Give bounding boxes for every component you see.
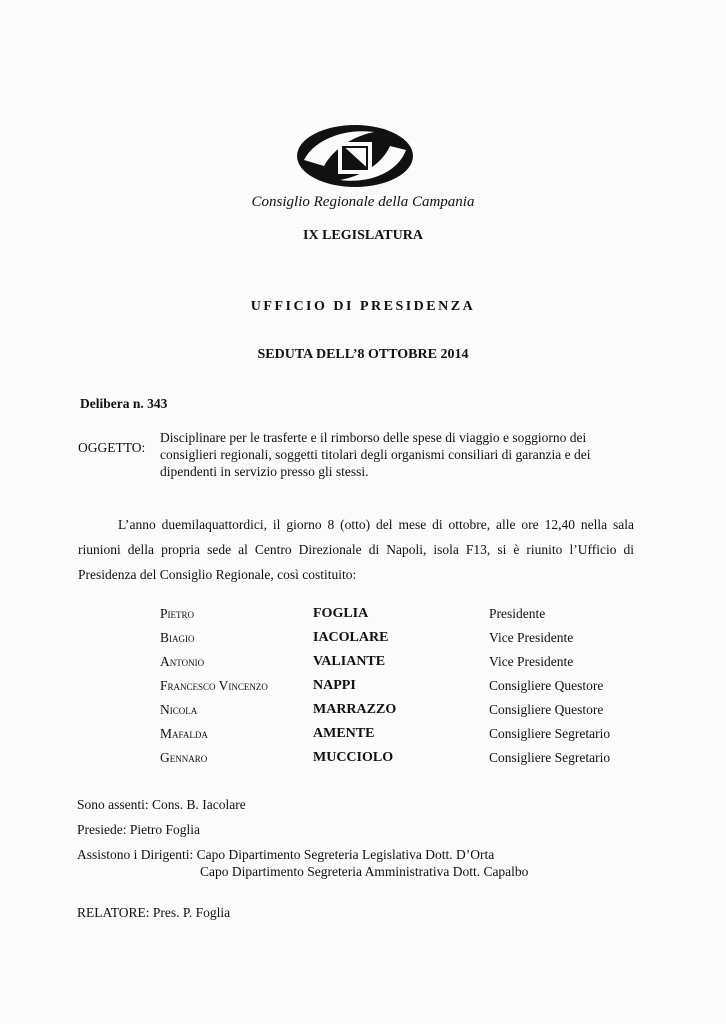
member-role: Consigliere Segretario	[489, 750, 611, 765]
member-row	[160, 654, 640, 678]
member-first-name: Gennaro	[160, 750, 208, 765]
council-name: Consiglio Regionale della Campania	[251, 194, 475, 210]
member-last-name: AMENTE	[313, 726, 375, 741]
presides-line: Presiede: Pietro Foglia	[77, 822, 200, 837]
member-row	[160, 750, 640, 774]
member-first-name: Mafalda	[160, 726, 208, 741]
member-row	[160, 630, 640, 654]
member-role: Consigliere Questore	[489, 678, 604, 693]
member-last-name: NAPPI	[313, 678, 356, 693]
member-last-name: MARRAZZO	[313, 702, 397, 717]
member-row	[160, 606, 640, 630]
campania-council-emblem-icon	[294, 120, 416, 192]
member-first-name: Pietro	[160, 606, 195, 621]
session-date: SEDUTA DELL’8 OTTOBRE 2014	[257, 347, 469, 362]
member-row	[160, 678, 640, 702]
assisting-line-2: Capo Dipartimento Segreteria Amministrativa Dott. Capalbo	[200, 864, 529, 879]
office-title: UFFICIO DI PRESIDENZA	[250, 299, 476, 314]
member-first-name: Antonio	[160, 654, 205, 669]
member-role: Consigliere Questore	[489, 702, 604, 717]
member-last-name: FOGLIA	[313, 606, 369, 621]
oggetto-text: Disciplinare per le trasferte e il rimborso delle spese di viaggio e soggiorno dei consiglieri regionali, soggetti titolari degli organismi consiliari di garanzia e dei dipendenti in servizio presso gli stessi.	[160, 430, 591, 479]
member-last-name: VALIANTE	[313, 654, 386, 669]
delibera-number: Delibera n. 343	[80, 396, 168, 411]
members-list	[160, 606, 640, 774]
member-first-name: Nicola	[160, 702, 198, 717]
member-last-name: IACOLARE	[313, 630, 389, 645]
intro-paragraph: L’anno duemilaquattordici, il giorno 8 (otto) del mese di ottobre, alle ore 12,40 nella sala riunioni della propria sede al Centro Direzionale di Napoli, isola F13, si è riunito l’Ufficio di Presidenza del Consiglio Regionale, così costituito:	[78, 517, 634, 582]
oggetto-label: OGGETTO:	[78, 440, 146, 455]
absent-line: Sono assenti: Cons. B. Iacolare	[77, 797, 246, 812]
member-row	[160, 702, 640, 726]
member-role: Presidente	[489, 606, 546, 621]
assisting-line-1: Assistono i Dirigenti: Capo Dipartimento Segreteria Legislativa Dott. D’Orta	[77, 847, 495, 862]
member-role: Vice Presidente	[489, 654, 574, 669]
member-last-name: MUCCIOLO	[313, 750, 394, 765]
member-role: Vice Presidente	[489, 630, 574, 645]
member-role: Consigliere Segretario	[489, 726, 611, 741]
rapporteur-line: RELATORE: Pres. P. Foglia	[77, 905, 231, 920]
member-first-name: Biagio	[160, 630, 195, 645]
member-row	[160, 726, 640, 750]
member-first-name: Francesco Vincenzo	[160, 678, 268, 693]
legislature-title: IX LEGISLATURA	[303, 228, 423, 243]
